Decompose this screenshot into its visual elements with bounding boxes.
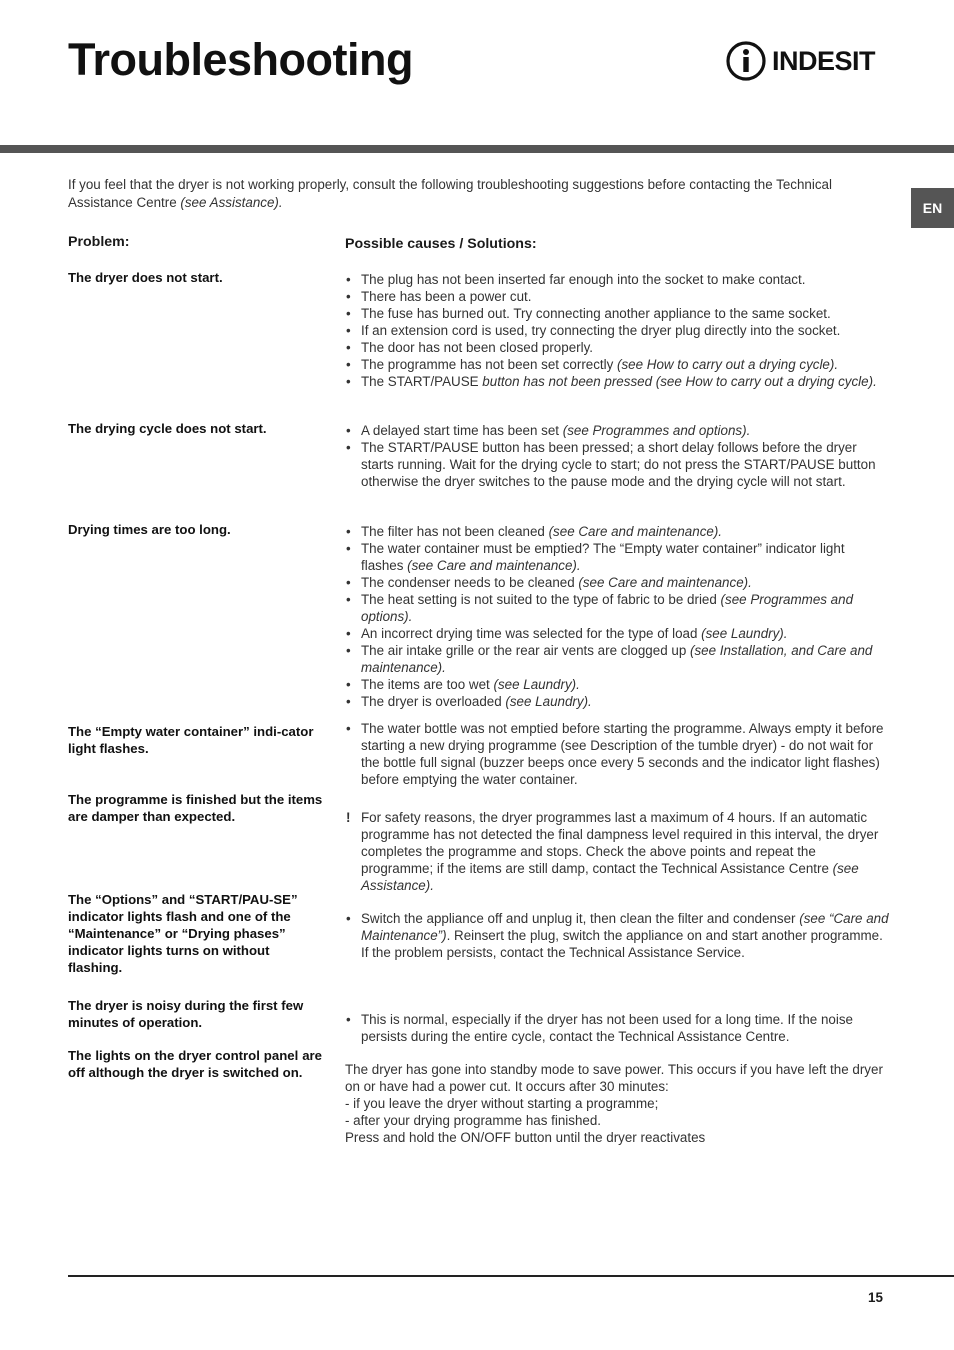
standby-line: Press and hold the ON/OFF button until the dryer reactivates <box>345 1130 706 1145</box>
solution-item: • The programme has not been set correctly (see How to carry out a drying cycle). <box>345 356 890 373</box>
brand-name: INDESIT <box>772 45 876 76</box>
solution-item: • The dryer is overloaded (see Laundry). <box>345 693 890 710</box>
solution-item: • The plug has not been inserted far enough into the socket to make contact. <box>345 271 890 288</box>
problem-label: The “Options” and “START/PAU-SE” indicator lights flash and one of the “Maintenance” or “Drying phases” indicator lights turns on without flashing. <box>68 892 298 975</box>
standby-line: The dryer has gone into standby mode to save power. This occurs if you have left the dryer on or have had a power cut. It occurs after 30 minutes: <box>345 1062 883 1094</box>
indesit-logo-icon <box>726 40 766 82</box>
solution-item: • If an extension cord is used, try connecting the dryer plug directly into the socket. <box>345 322 890 339</box>
solution-item: • The door has not been closed properly. <box>345 339 890 356</box>
solution-item: • The START/PAUSE button has been pressed; a short delay follows before the dryer starts running. Wait for the drying cycle to start; do not press the START/PAUSE button otherwise the dryer switches to the pause mode and the drying cycle will not start. <box>345 439 890 490</box>
page-title: Troubleshooting <box>68 34 413 85</box>
problem-label: The dryer does not start. <box>68 270 223 285</box>
solution-item: • This is normal, especially if the dryer has not been used for a long time. If the noise persists during the entire cycle, contact the Technical Assistance Centre. <box>345 1011 890 1045</box>
solution-item: • A delayed start time has been set (see Programmes and options). <box>345 422 890 439</box>
solution-list <box>345 910 890 961</box>
solution-item: • The water bottle was not emptied before starting the programme. Always empty it before starting a new drying programme (see Description of the tumble dryer) - do not wait for the bottle full signal (buzzer beeps once every 5 seconds and the indicator light flashes) before emptying the water container. <box>345 720 890 788</box>
solution-list <box>345 523 890 710</box>
problem-column-heading: Problem: <box>68 234 130 250</box>
solution-item: • The fuse has burned out. Try connecting another appliance to the same socket. <box>345 305 890 322</box>
solution-item: ! For safety reasons, the dryer programmes last a maximum of 4 hours. If an automatic programme has not detected the final dampness level required in this interval, the dryer completes the programme and stops. Check the above points and repeat the programme; if the items are still damp, contact the Technical Assistance Centre (see Assistance). <box>345 809 890 894</box>
language-tab: EN <box>911 188 954 228</box>
standby-line: - after your drying programme has finished. <box>345 1113 602 1128</box>
solution-list <box>345 271 890 390</box>
problem-label: The programme is finished but the items are damper than expected. <box>68 792 323 824</box>
solution-item: • Switch the appliance off and unplug it, then clean the filter and condenser (see “Care and Maintenance”). Reinsert the plug, switch the appliance on and start another programme. If the problem persists, contact the Technical Assistance Service. <box>345 910 890 961</box>
solution-item: • There has been a power cut. <box>345 288 890 305</box>
problem-label: The dryer is noisy during the first few minutes of operation. <box>68 998 304 1030</box>
solution-list <box>345 720 890 788</box>
causes-column-heading: Possible causes / Solutions: <box>345 236 537 252</box>
solution-item: • The condenser needs to be cleaned (see Care and maintenance). <box>345 574 890 591</box>
header-divider <box>0 145 954 153</box>
problem-label: Drying times are too long. <box>68 522 231 537</box>
solution-item: • The filter has not been cleaned (see Care and maintenance). <box>345 523 890 540</box>
solution-item: • The START/PAUSE button has not been pressed (see How to carry out a drying cycle). <box>345 373 890 390</box>
standby-note <box>345 1061 890 1146</box>
problem-label: The drying cycle does not start. <box>68 421 267 436</box>
page-number: 15 <box>868 1290 883 1305</box>
solution-item: • An incorrect drying time was selected for the type of load (see Laundry). <box>345 625 890 642</box>
brand-logo <box>726 40 875 82</box>
footer-divider <box>68 1275 954 1277</box>
problem-label: The lights on the dryer control panel are off although the dryer is switched on. <box>68 1048 322 1080</box>
solution-list <box>345 422 890 490</box>
solution-item: • The water container must be emptied? The “Empty water container” indicator light flashes (see Care and maintenance). <box>345 540 890 574</box>
solution-item: • The items are too wet (see Laundry). <box>345 676 890 693</box>
solution-item: • The air intake grille or the rear air vents are clogged up (see Installation, and Care and maintenance). <box>345 642 890 676</box>
warning-note <box>345 809 890 894</box>
solution-item: • The heat setting is not suited to the type of fabric to be dried (see Programmes and options). <box>345 591 890 625</box>
solution-list <box>345 1011 890 1045</box>
intro-text: If you feel that the dryer is not working properly, consult the following troubleshooting suggestions before contacting the Technical Assistance Centre (see Assistance). <box>68 177 832 210</box>
standby-line: - if you leave the dryer without starting a programme; <box>345 1096 659 1111</box>
problem-label: The “Empty water container” indi-cator light flashes. <box>68 724 314 756</box>
